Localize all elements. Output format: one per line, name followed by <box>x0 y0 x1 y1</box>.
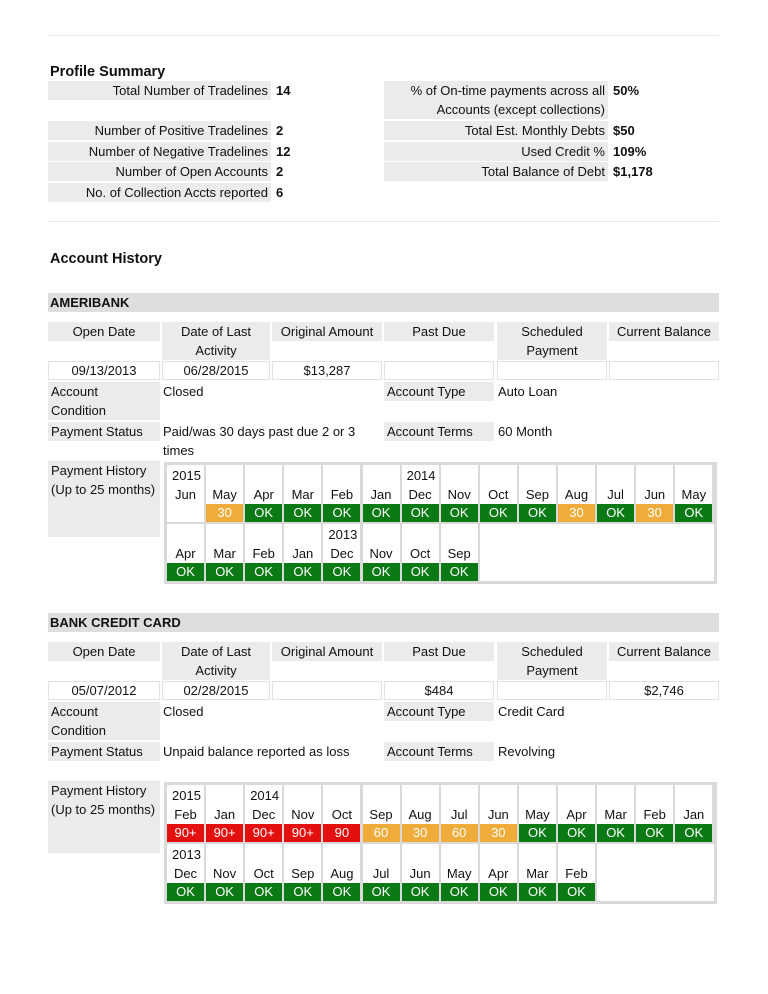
summary-value: 109% <box>613 144 647 159</box>
history-month: Apr <box>175 546 196 561</box>
history-month-cell <box>206 465 243 522</box>
payment-status-line: Unpaid balance reported as loss <box>163 744 350 759</box>
history-month: Jan <box>683 807 705 822</box>
summary-open-accounts <box>48 162 283 181</box>
month-status-badge: OK <box>167 883 204 901</box>
month-status-badge: 90+ <box>245 824 282 842</box>
summary-label <box>384 81 608 119</box>
field-value-original-amount: $13,287 <box>272 361 382 380</box>
history-month: Aug <box>330 866 354 881</box>
history-month-cell <box>167 524 204 581</box>
history-month: May <box>681 487 707 502</box>
history-month-cell <box>402 844 439 901</box>
history-empty-area <box>597 844 714 901</box>
month-status-badge: 30 <box>636 504 673 522</box>
history-month-cell <box>519 785 556 842</box>
history-month: Feb <box>565 866 588 881</box>
history-month: Dec <box>408 487 432 502</box>
field-value-scheduled-payment <box>497 681 607 700</box>
summary-total-tradelines <box>48 81 290 100</box>
history-month: Dec <box>330 546 354 561</box>
month-status-badge: OK <box>519 824 556 842</box>
history-month: Oct <box>488 487 509 502</box>
history-month: Nov <box>213 866 237 881</box>
history-month: Jul <box>450 807 468 822</box>
history-month-cell <box>206 524 243 581</box>
history-month-cell <box>480 785 517 842</box>
history-month: May <box>446 866 472 881</box>
field-value-last-activity: 02/28/2015 <box>162 681 270 700</box>
history-month-cell <box>363 524 400 581</box>
month-status-badge: OK <box>402 883 439 901</box>
history-month: Feb <box>174 807 197 822</box>
history-month-cell <box>558 785 595 842</box>
history-month: Apr <box>488 866 509 881</box>
month-status-badge: OK <box>480 504 517 522</box>
history-month: Nov <box>291 807 315 822</box>
history-month: Mar <box>526 866 549 881</box>
label-account-terms: Account Terms <box>384 742 494 761</box>
history-month-cell <box>245 844 282 901</box>
month-status-badge: OK <box>245 504 282 522</box>
history-month: Jun <box>644 487 666 502</box>
payment-status-line: Paid/was 30 days past due 2 or 3 <box>163 424 356 439</box>
column-header-line2: Activity <box>162 341 270 360</box>
label-payment-history <box>48 461 160 537</box>
history-month: Dec <box>173 866 198 881</box>
month-status-badge: 30 <box>480 824 517 842</box>
history-month-cell <box>402 785 439 842</box>
account-condition: Closed <box>163 704 204 719</box>
month-status-badge: 90+ <box>206 824 243 842</box>
account-terms: 60 Month <box>498 424 553 439</box>
month-status-badge: OK <box>363 563 400 581</box>
month-status-badge: 90+ <box>284 824 321 842</box>
history-month: Nov <box>447 487 471 502</box>
summary-value: $50 <box>613 123 635 138</box>
column-header: Current Balance <box>609 322 719 341</box>
summary-value: 14 <box>276 83 291 98</box>
label-line: Payment History <box>51 463 147 478</box>
summary-label: Total Balance of Debt <box>384 162 608 181</box>
history-month: Oct <box>409 546 431 561</box>
top-divider <box>48 35 719 36</box>
column-header: Scheduled <box>497 642 607 661</box>
column-header: Date of Last <box>162 322 270 341</box>
payment-status <box>163 422 378 460</box>
history-month-cell <box>363 785 400 842</box>
history-month: Sep <box>291 866 315 881</box>
history-month-cell <box>558 465 595 522</box>
summary-value: 12 <box>276 144 291 159</box>
history-month-cell <box>284 524 321 581</box>
history-month: May <box>212 487 237 502</box>
column-header: Original Amount <box>272 642 382 661</box>
history-month: Sep <box>369 807 393 822</box>
history-month-cell <box>363 465 400 522</box>
month-status-badge: OK <box>363 504 400 522</box>
month-status-badge: OK <box>402 563 439 581</box>
month-status-badge: OK <box>519 504 556 522</box>
month-status-badge: OK <box>323 563 360 581</box>
history-month: Jul <box>607 487 624 502</box>
label-account-type: Account Type <box>384 382 494 401</box>
history-month-cell <box>402 465 439 522</box>
history-month: Sep <box>447 546 471 561</box>
field-value-open-date: 09/13/2013 <box>48 361 160 380</box>
column-header: Open Date <box>48 642 160 661</box>
history-month-cell <box>206 785 243 842</box>
history-month: Dec <box>252 807 276 822</box>
history-month: Sep <box>525 487 549 502</box>
label-line: (Up to 25 months) <box>51 482 156 497</box>
month-status-badge: OK <box>206 563 243 581</box>
field-value-original-amount <box>272 681 382 700</box>
label-payment-status: Payment Status <box>48 422 160 441</box>
field-value-current-balance <box>609 361 719 380</box>
summary-label-line2: Accounts (except collections) <box>384 100 608 119</box>
history-month-cell <box>284 465 321 522</box>
history-month-cell <box>441 465 478 522</box>
history-month-cell <box>597 785 634 842</box>
history-month-cell <box>284 844 321 901</box>
history-month-cell <box>441 524 478 581</box>
history-month: Jan <box>370 487 392 502</box>
history-month: Jan <box>292 546 314 561</box>
month-status-badge: OK <box>480 883 517 901</box>
summary-value: $1,178 <box>613 164 653 179</box>
month-status-badge: OK <box>284 883 321 901</box>
summary-label-line1: % of On-time payments across all <box>384 81 608 100</box>
history-month: Mar <box>604 807 627 822</box>
account-terms: Revolving <box>498 744 556 759</box>
history-year: 2013 <box>172 847 201 862</box>
section-divider <box>48 221 719 222</box>
history-year: 2013 <box>328 527 358 542</box>
history-month-cell <box>167 785 204 842</box>
summary-label: Number of Open Accounts <box>48 162 271 181</box>
history-month-cell <box>636 465 673 522</box>
summary-positive-tradelines <box>48 121 283 140</box>
summary-value: 2 <box>276 123 284 138</box>
history-month: Nov <box>369 546 393 561</box>
summary-value: 2 <box>276 164 284 179</box>
label-line: Payment History <box>51 783 147 798</box>
history-month: Oct <box>253 866 274 881</box>
account-name: BANK CREDIT CARD <box>48 613 719 632</box>
history-month-cell <box>597 465 634 522</box>
month-status-badge: 90 <box>323 824 360 842</box>
summary-label: Number of Positive Tradelines <box>48 121 271 140</box>
summary-label: Total Est. Monthly Debts <box>384 121 608 140</box>
history-month-cell <box>519 465 556 522</box>
history-month: Feb <box>330 487 354 502</box>
column-header-line2: Payment <box>497 341 607 360</box>
history-month-cell <box>480 844 517 901</box>
history-month-cell <box>441 785 478 842</box>
summary-ontime-payments <box>384 81 639 119</box>
month-status-badge: 60 <box>441 824 478 842</box>
account-name: AMERIBANK <box>48 293 719 312</box>
history-month-cell <box>519 844 556 901</box>
field-value-last-activity: 06/28/2015 <box>162 361 270 380</box>
column-header: Past Due <box>384 322 494 341</box>
history-month-cell <box>675 785 712 842</box>
history-month: Jan <box>214 807 236 822</box>
summary-label: No. of Collection Accts reported <box>48 183 271 202</box>
history-month-cell <box>323 785 360 842</box>
summary-collection-accounts <box>48 183 283 202</box>
history-month-cell <box>206 844 243 901</box>
label-account-type: Account Type <box>384 702 494 721</box>
month-status-badge: 30 <box>558 504 595 522</box>
column-header: Open Date <box>48 322 160 341</box>
history-month: Oct <box>331 807 352 822</box>
month-status-badge: OK <box>206 883 243 901</box>
history-empty-area <box>480 524 714 581</box>
month-status-badge: 60 <box>363 824 400 842</box>
history-month-cell <box>323 465 360 522</box>
field-value-scheduled-payment <box>497 361 607 380</box>
label-account-condition <box>48 382 160 420</box>
month-status-badge: OK <box>323 883 360 901</box>
column-header: Current Balance <box>609 642 719 661</box>
field-value-current-balance: $2,746 <box>609 681 719 700</box>
summary-label: Total Number of Tradelines <box>48 81 271 100</box>
history-month: Apr <box>566 807 587 822</box>
month-status-badge: OK <box>323 504 360 522</box>
month-status-badge: OK <box>441 883 478 901</box>
account-condition: Closed <box>163 384 204 399</box>
history-month: Apr <box>253 487 274 502</box>
history-month: Jul <box>372 866 390 881</box>
month-status-badge: OK <box>558 824 595 842</box>
label-line: Account <box>51 384 98 399</box>
history-month-cell <box>441 844 478 901</box>
month-status-badge: OK <box>597 824 634 842</box>
label-line: Condition <box>51 403 106 418</box>
month-status-badge: 90+ <box>167 824 204 842</box>
account-history-title: Account History <box>50 251 162 267</box>
column-header: Past Due <box>384 642 494 661</box>
history-month-cell <box>245 465 282 522</box>
history-month: Aug <box>564 487 589 502</box>
month-status-badge: OK <box>245 563 282 581</box>
month-status-badge: OK <box>558 883 595 901</box>
month-status-badge: OK <box>363 883 400 901</box>
month-status-badge: 30 <box>402 824 439 842</box>
month-status-badge: OK <box>636 824 673 842</box>
month-status-badge: OK <box>284 563 321 581</box>
month-status-badge: OK <box>402 504 439 522</box>
history-month-cell <box>363 844 400 901</box>
history-month-cell <box>402 524 439 581</box>
account-type: Auto Loan <box>498 384 558 399</box>
label-account-terms: Account Terms <box>384 422 494 441</box>
payment-history-grid <box>164 462 717 584</box>
payment-history-grid <box>164 782 717 904</box>
summary-value: 6 <box>276 185 284 200</box>
history-month-cell <box>284 785 321 842</box>
field-value-open-date: 05/07/2012 <box>48 681 160 700</box>
label-line: Condition <box>51 723 106 738</box>
column-header-line2: Payment <box>497 661 607 680</box>
label-account-condition <box>48 702 160 740</box>
field-value-past-due: $484 <box>384 681 494 700</box>
summary-label: Used Credit % <box>384 142 608 161</box>
history-month: Jun <box>175 487 196 502</box>
month-status-badge: OK <box>675 504 712 522</box>
history-month-cell <box>245 785 282 842</box>
label-line: Account <box>51 704 98 719</box>
history-year: 2014 <box>250 788 280 803</box>
history-month-cell <box>245 524 282 581</box>
history-month: May <box>525 807 550 822</box>
history-month: Jun <box>487 807 509 822</box>
payment-status-line: times <box>163 443 195 458</box>
summary-total-balance <box>384 162 653 181</box>
month-status-badge: OK <box>167 563 204 581</box>
profile-summary-title: Profile Summary <box>50 64 166 80</box>
column-header: Scheduled <box>497 322 607 341</box>
history-month-cell <box>636 785 673 842</box>
summary-used-credit <box>384 142 646 161</box>
month-status-badge: OK <box>284 504 321 522</box>
history-month-cell <box>558 844 595 901</box>
column-header-line2: Activity <box>162 661 270 680</box>
account-type: Credit Card <box>498 704 565 719</box>
month-status-badge: 30 <box>206 504 243 522</box>
month-status-badge: OK <box>441 504 478 522</box>
history-month-cell <box>167 465 204 522</box>
month-status-badge: OK <box>519 883 556 901</box>
label-payment-history <box>48 781 160 853</box>
history-year: 2014 <box>406 468 436 483</box>
history-month-cell <box>480 465 517 522</box>
column-header: Original Amount <box>272 322 382 341</box>
history-month: Aug <box>408 807 432 822</box>
history-month: Feb <box>252 546 275 561</box>
month-status-badge: OK <box>245 883 282 901</box>
summary-value: 50% <box>613 83 640 98</box>
history-month: Jun <box>409 866 431 881</box>
label-payment-status: Payment Status <box>48 742 160 761</box>
history-month-cell <box>167 844 204 901</box>
month-status-badge: OK <box>441 563 478 581</box>
field-value-past-due <box>384 361 494 380</box>
history-month: Mar <box>213 546 236 561</box>
summary-negative-tradelines <box>48 142 290 161</box>
history-month-cell <box>323 524 360 581</box>
history-year: 2015 <box>172 788 201 803</box>
label-line: (Up to 25 months) <box>51 802 156 817</box>
column-header: Date of Last <box>162 642 270 661</box>
payment-status <box>163 742 378 761</box>
summary-monthly-debts <box>384 121 635 140</box>
month-status-badge: OK <box>597 504 634 522</box>
history-month-cell <box>675 465 712 522</box>
month-status-badge: OK <box>675 824 712 842</box>
summary-label: Number of Negative Tradelines <box>48 142 271 161</box>
history-month: Feb <box>643 807 666 822</box>
history-year: 2015 <box>172 468 201 483</box>
history-month-cell <box>323 844 360 901</box>
history-month: Mar <box>291 487 314 502</box>
